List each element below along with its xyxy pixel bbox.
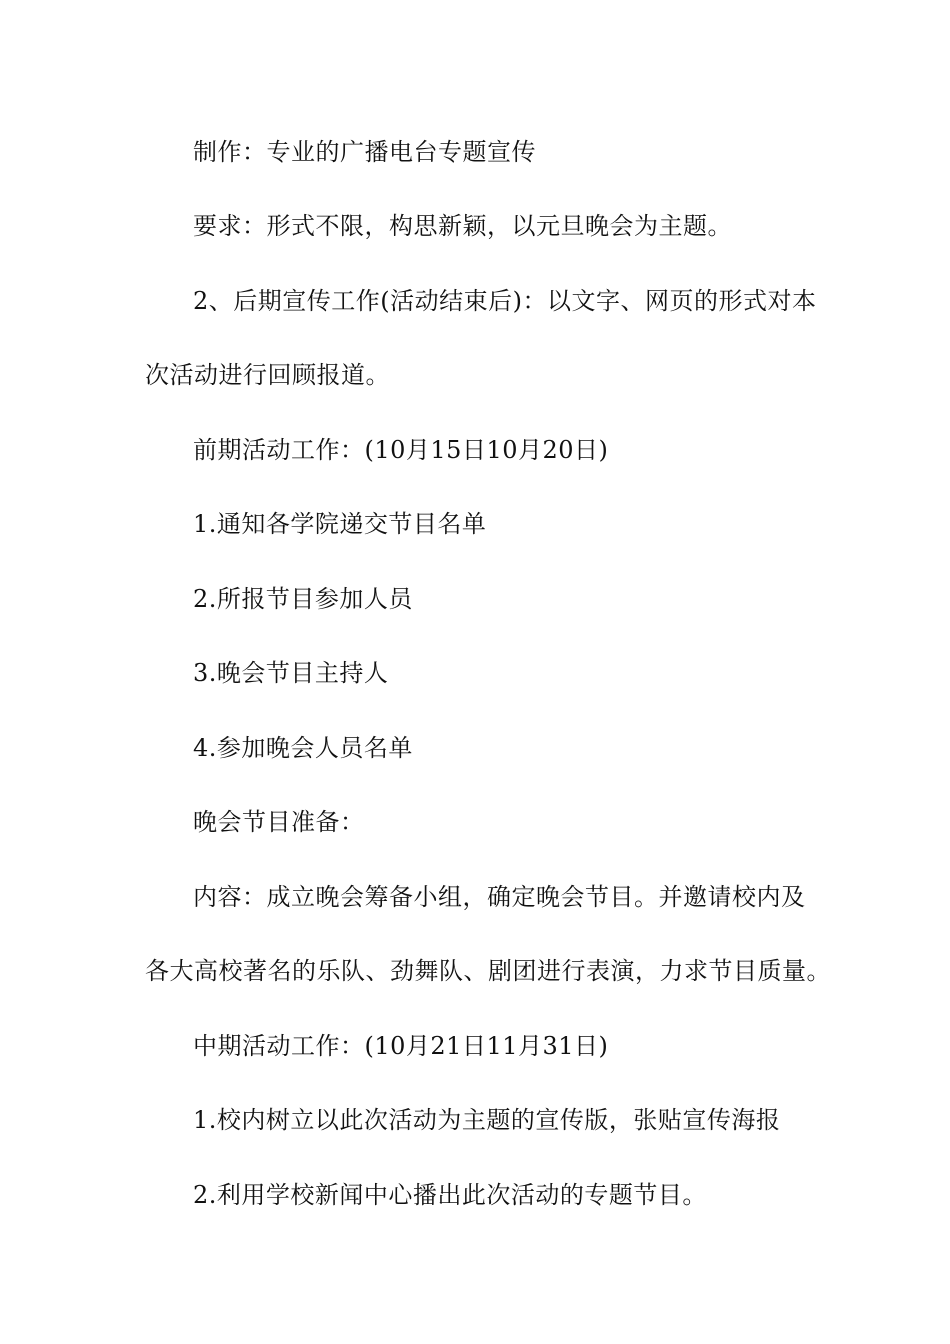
text-line-mid-work-heading: 中期活动工作：(10月21日11月31日) bbox=[193, 1032, 609, 1060]
text-line-mid-item-2: 2.利用学校新闻中心播出此次活动的专题节目。 bbox=[193, 1181, 707, 1209]
text-line-early-item-4: 4.参加晚会人员名单 bbox=[193, 734, 413, 762]
text-line-mid-item-1: 1.校内树立以此次活动为主题的宣传版，张贴宣传海报 bbox=[193, 1106, 781, 1134]
text-line-content-cont: 各大高校著名的乐队、劲舞队、剧团进行表演，力求节目质量。 bbox=[145, 957, 831, 985]
text-line-program-prep: 晚会节目准备： bbox=[193, 808, 365, 836]
text-line-early-work-heading: 前期活动工作：(10月15日10月20日) bbox=[193, 436, 609, 464]
text-line-early-item-3: 3.晚会节目主持人 bbox=[193, 659, 389, 687]
text-line-early-item-1: 1.通知各学院递交节目名单 bbox=[193, 510, 487, 538]
text-line-later-publicity-cont: 次活动进行回顾报道。 bbox=[145, 361, 390, 389]
text-line-early-item-2: 2.所报节目参加人员 bbox=[193, 585, 413, 613]
text-line-content: 内容：成立晚会筹备小组，确定晚会节目。并邀请校内及 bbox=[193, 883, 806, 911]
text-line-production: 制作：专业的广播电台专题宣传 bbox=[193, 138, 536, 166]
text-line-later-publicity: 2、后期宣传工作(活动结束后)：以文字、网页的形式对本 bbox=[193, 287, 817, 315]
text-line-requirements: 要求：形式不限，构思新颖，以元旦晚会为主题。 bbox=[193, 212, 732, 240]
